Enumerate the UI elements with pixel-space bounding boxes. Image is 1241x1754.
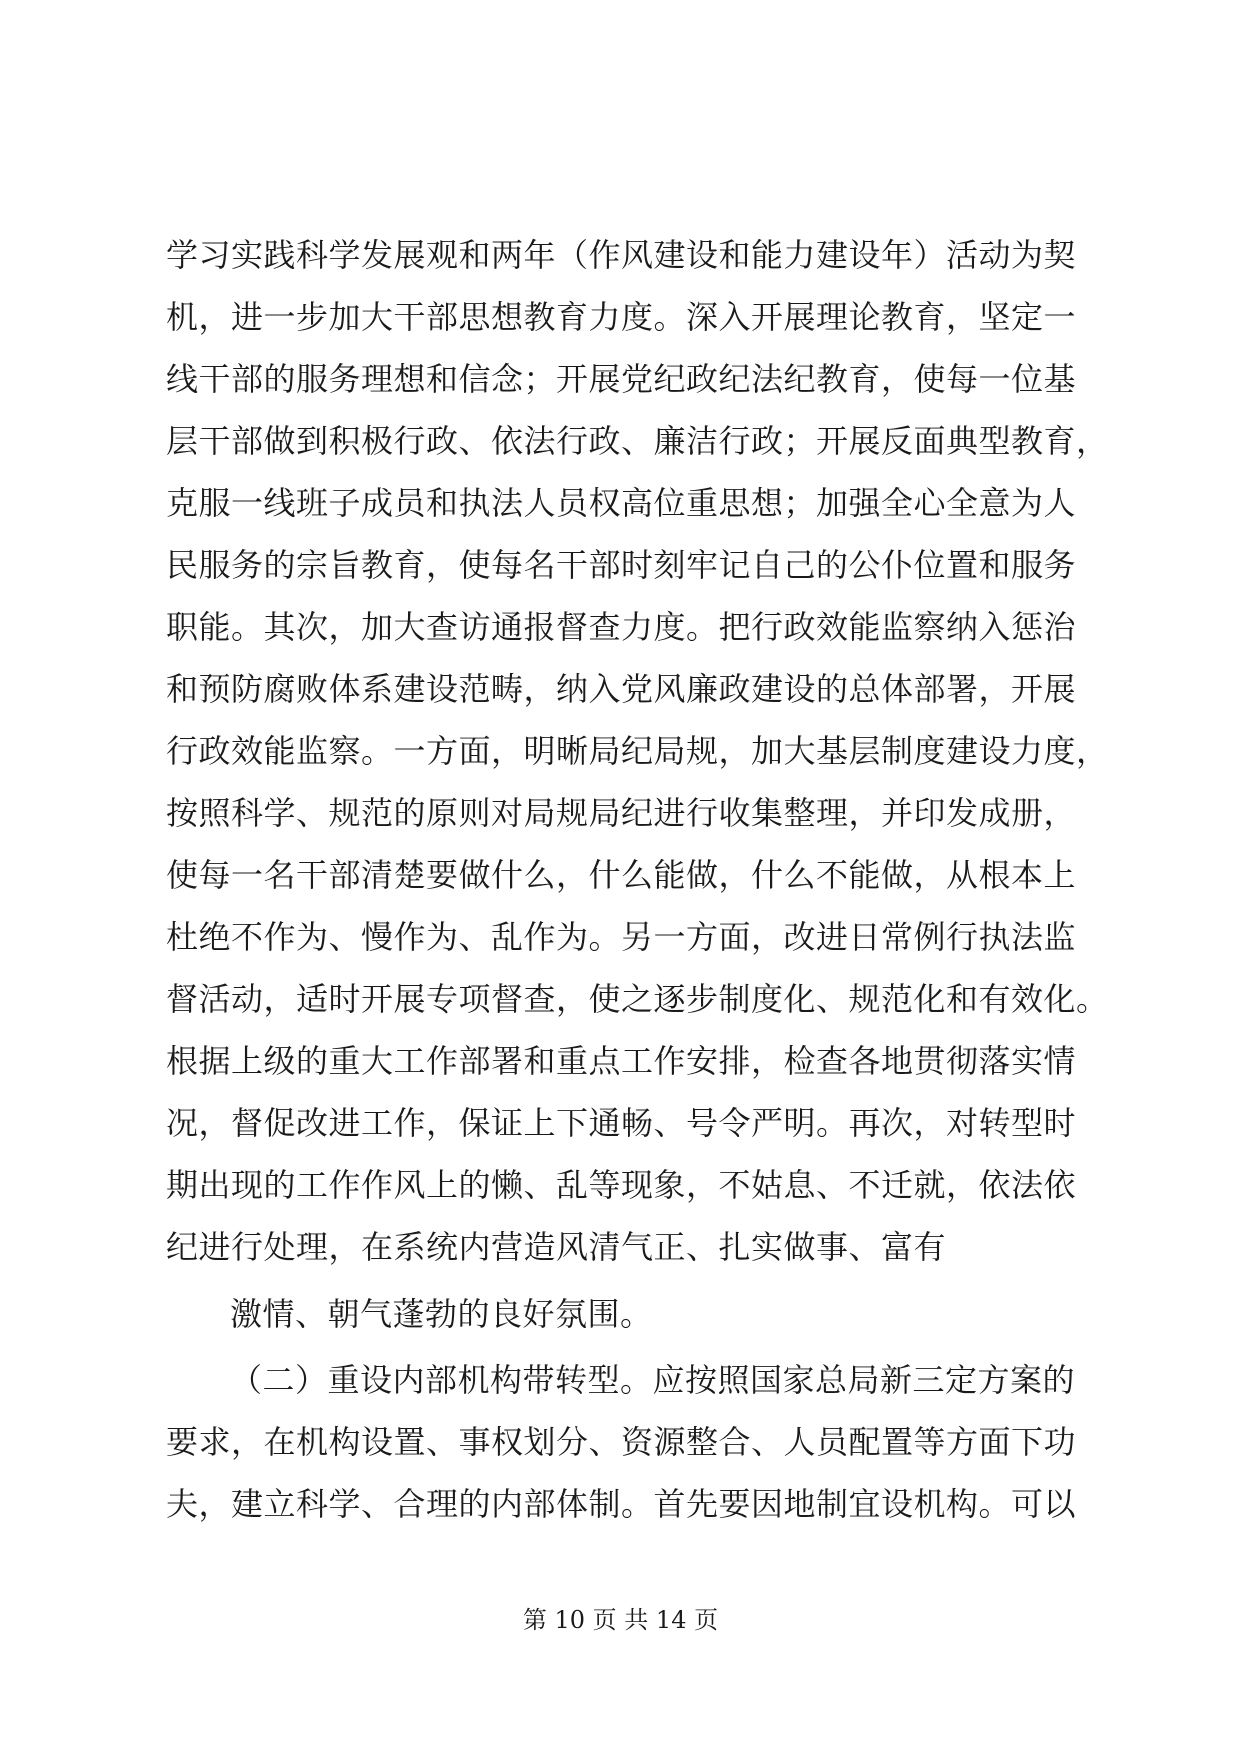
body-text-line: 层干部做到积极行政、依法行政、廉洁行政；开展反面典型教育， <box>166 422 1109 460</box>
body-text-line: 行政效能监察。一方面，明晰局纪局规，加大基层制度建设力度， <box>166 732 1109 770</box>
body-text-line: 民服务的宗旨教育，使每名干部时刻牢记自己的公仆位置和服务 <box>166 546 1077 584</box>
body-text-line: 按照科学、规范的原则对局规局纪进行收集整理，并印发成册， <box>166 794 1077 832</box>
body-text-line: 夫，建立科学、合理的内部体制。首先要因地制宜设机构。可以 <box>166 1485 1077 1523</box>
body-text-line: 机，进一步加大干部思想教育力度。深入开展理论教育，坚定一 <box>166 298 1077 336</box>
body-text-line: 杜绝不作为、慢作为、乱作为。另一方面，改进日常例行执法监 <box>166 918 1077 956</box>
body-text-line: 期出现的工作作风上的懒、乱等现象，不姑息、不迁就，依法依 <box>166 1166 1077 1204</box>
body-text-line: 线干部的服务理想和信念；开展党纪政纪法纪教育，使每一位基 <box>166 360 1077 398</box>
body-text-line: 根据上级的重大工作部署和重点工作安排，检查各地贯彻落实情 <box>166 1042 1077 1080</box>
page-number-footer: 第 10 页 共 14 页 <box>522 1606 719 1634</box>
body-text-line: 使每一名干部清楚要做什么，什么能做，什么不能做，从根本上 <box>166 856 1077 894</box>
body-text-line: 纪进行处理，在系统内营造风清气正、扎实做事、富有 <box>166 1228 947 1266</box>
body-text-line: 学习实践科学发展观和两年（作风建设和能力建设年）活动为契 <box>166 236 1077 274</box>
body-text-line: 克服一线班子成员和执法人员权高位重思想；加强全心全意为人 <box>166 484 1077 522</box>
body-text-line: 督活动，适时开展专项督查，使之逐步制度化、规范化和有效化。 <box>166 980 1109 1018</box>
body-text-line: 和预防腐败体系建设范畴，纳入党风廉政建设的总体部署，开展 <box>166 670 1077 708</box>
body-text-line: 要求，在机构设置、事权划分、资源整合、人员配置等方面下功 <box>166 1423 1077 1461</box>
section-heading-line: （二）重设内部机构带转型。应按照国家总局新三定方案的 <box>230 1361 1076 1399</box>
body-text-line: 职能。其次，加大查访通报督查力度。把行政效能监察纳入惩治 <box>166 608 1077 646</box>
body-text-line: 况，督促改进工作，保证上下通畅、号令严明。再次，对转型时 <box>166 1104 1077 1142</box>
paragraph-continuation-line: 激情、朝气蓬勃的良好氛围。 <box>230 1295 653 1333</box>
